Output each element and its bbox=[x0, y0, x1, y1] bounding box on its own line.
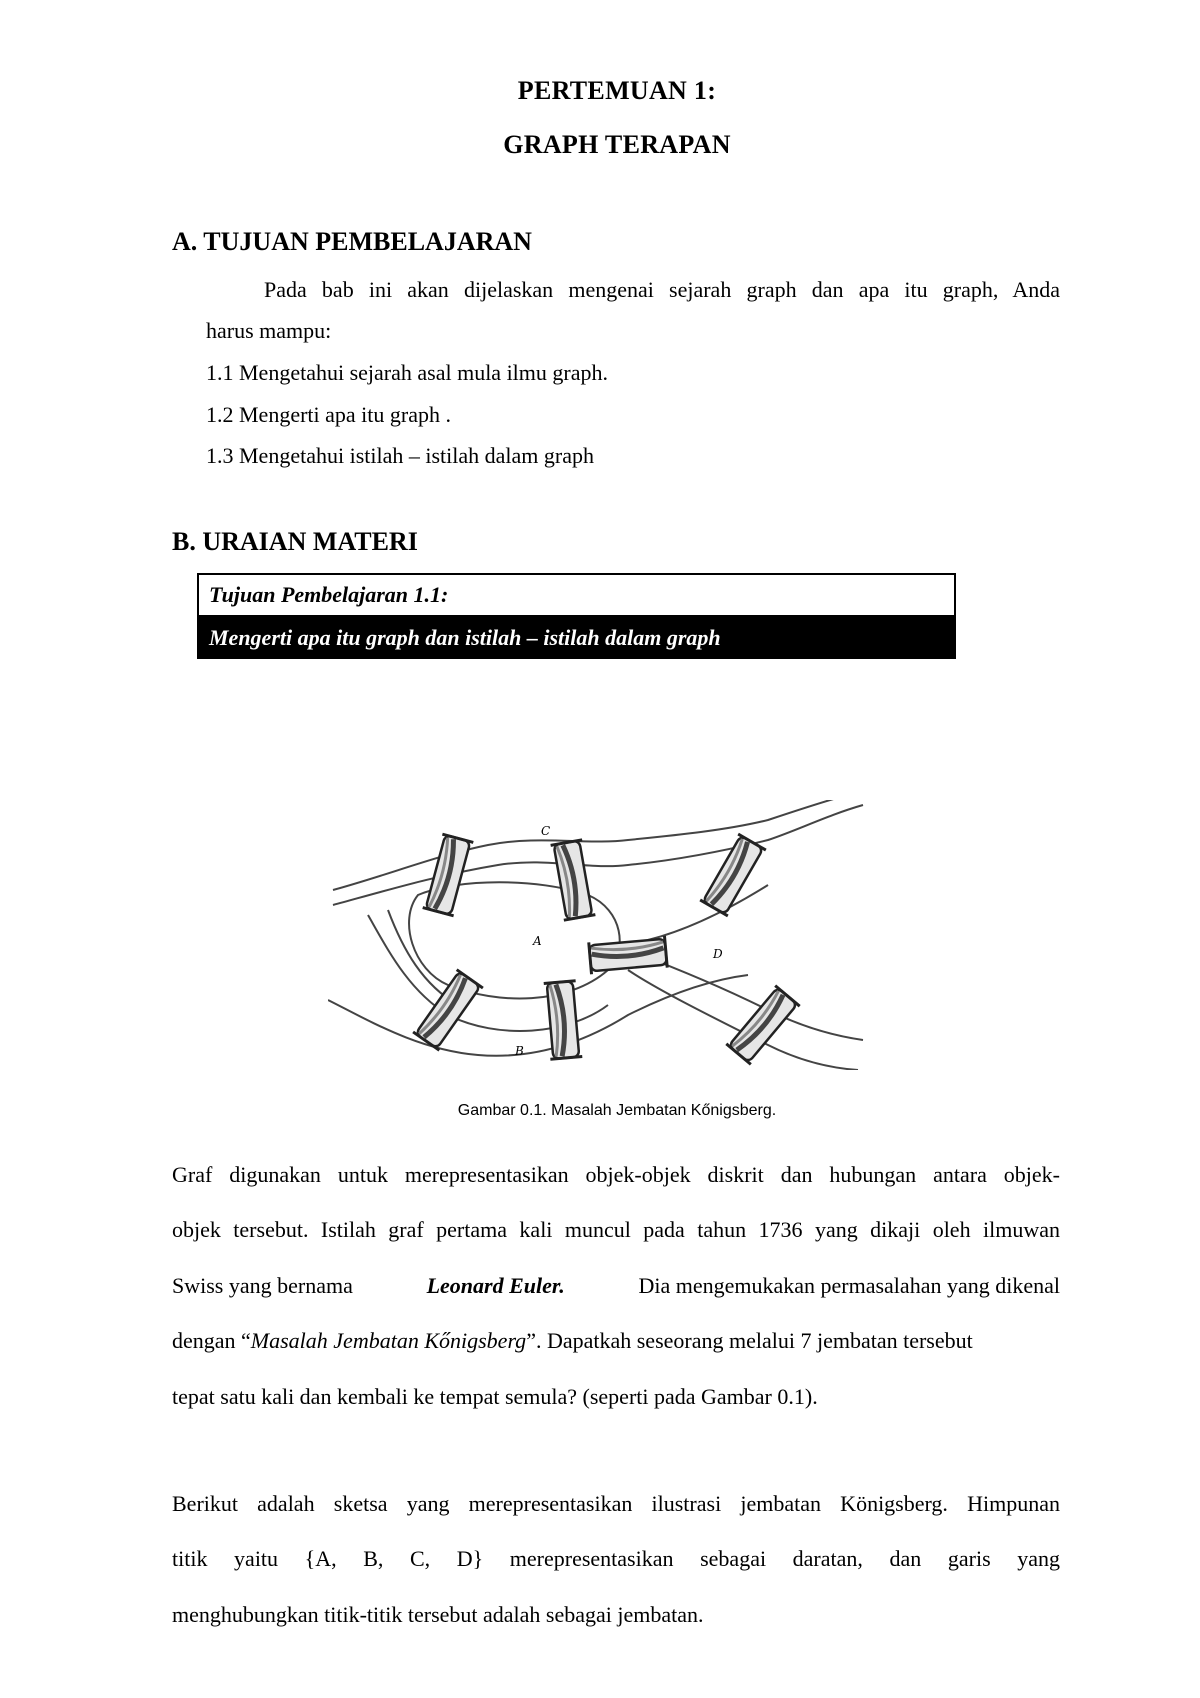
intro-line-1: Pada bab ini akan dijelaskan mengenai sejarah graph dan apa itu graph, Anda bbox=[264, 277, 1060, 302]
intro-line-2: harus mampu: bbox=[206, 318, 332, 343]
label-a: A bbox=[533, 934, 542, 948]
line3-suffix: Dia mengemukakan permasalahan yang dikenal bbox=[638, 1273, 1060, 1298]
objective-3: 1.3 Mengetahui istilah – istilah dalam graph bbox=[206, 443, 594, 468]
line4-prefix: dengan “ bbox=[172, 1328, 251, 1353]
label-b: B bbox=[515, 1044, 524, 1058]
paragraph1-line1: Graf digunakan untuk merepresentasikan objek-objek diskrit dan hubungan antara objek- bbox=[172, 1162, 1060, 1187]
euler-name: Leonard Euler. bbox=[426, 1273, 565, 1298]
label-c: C bbox=[541, 824, 551, 838]
learning-objective-label: Tujuan Pembelajaran 1.1: bbox=[199, 575, 954, 617]
paragraph2-line1: Berikut adalah sketsa yang merepresentasikan ilustrasi jembatan Königsberg. Himpunan bbox=[172, 1491, 1060, 1516]
paragraph2-line2: titik yaitu {A, B, C, D} merepresentasikan sebagai daratan, dan garis yang bbox=[172, 1546, 1060, 1571]
problem-name: Masalah Jembatan Kőnigsberg bbox=[250, 1328, 527, 1353]
paragraph1-line2: objek tersebut. Istilah graf pertama kali muncul pada tahun 1736 yang dikaji oleh ilmuwan bbox=[172, 1217, 1060, 1242]
line4-suffix: ”. Dapatkah seseorang melalui 7 jembatan tersebut bbox=[526, 1328, 973, 1353]
figure-caption: Gambar 0.1. Masalah Jembatan Kőnigsberg. bbox=[457, 1102, 777, 1119]
konigsberg-bridges-figure bbox=[328, 800, 868, 1070]
page-title-line1: PERTEMUAN 1: bbox=[517, 76, 717, 105]
label-d: D bbox=[713, 947, 723, 961]
section-a-heading: A. TUJUAN PEMBELAJARAN bbox=[172, 227, 532, 256]
paragraph1-line3 bbox=[172, 1273, 1060, 1299]
paragraph1-line5: tepat satu kali dan kembali ke tempat semula? (seperti pada Gambar 0.1). bbox=[172, 1384, 818, 1409]
page-title-line2: GRAPH TERAPAN bbox=[503, 130, 731, 159]
objective-1: 1.1 Mengetahui sejarah asal mula ilmu graph. bbox=[206, 360, 608, 385]
learning-objective-text: Mengerti apa itu graph dan istilah – istilah dalam graph bbox=[199, 617, 954, 659]
section-b-heading: B. URAIAN MATERI bbox=[172, 527, 418, 556]
paragraph2-line3: menghubungkan titik-titik tersebut adalah sebagai jembatan. bbox=[172, 1602, 704, 1627]
objective-2: 1.2 Mengerti apa itu graph . bbox=[206, 402, 451, 427]
paragraph1-line4 bbox=[172, 1328, 1060, 1354]
line3-prefix: Swiss yang bernama bbox=[172, 1273, 353, 1298]
learning-objective-box bbox=[197, 573, 956, 659]
